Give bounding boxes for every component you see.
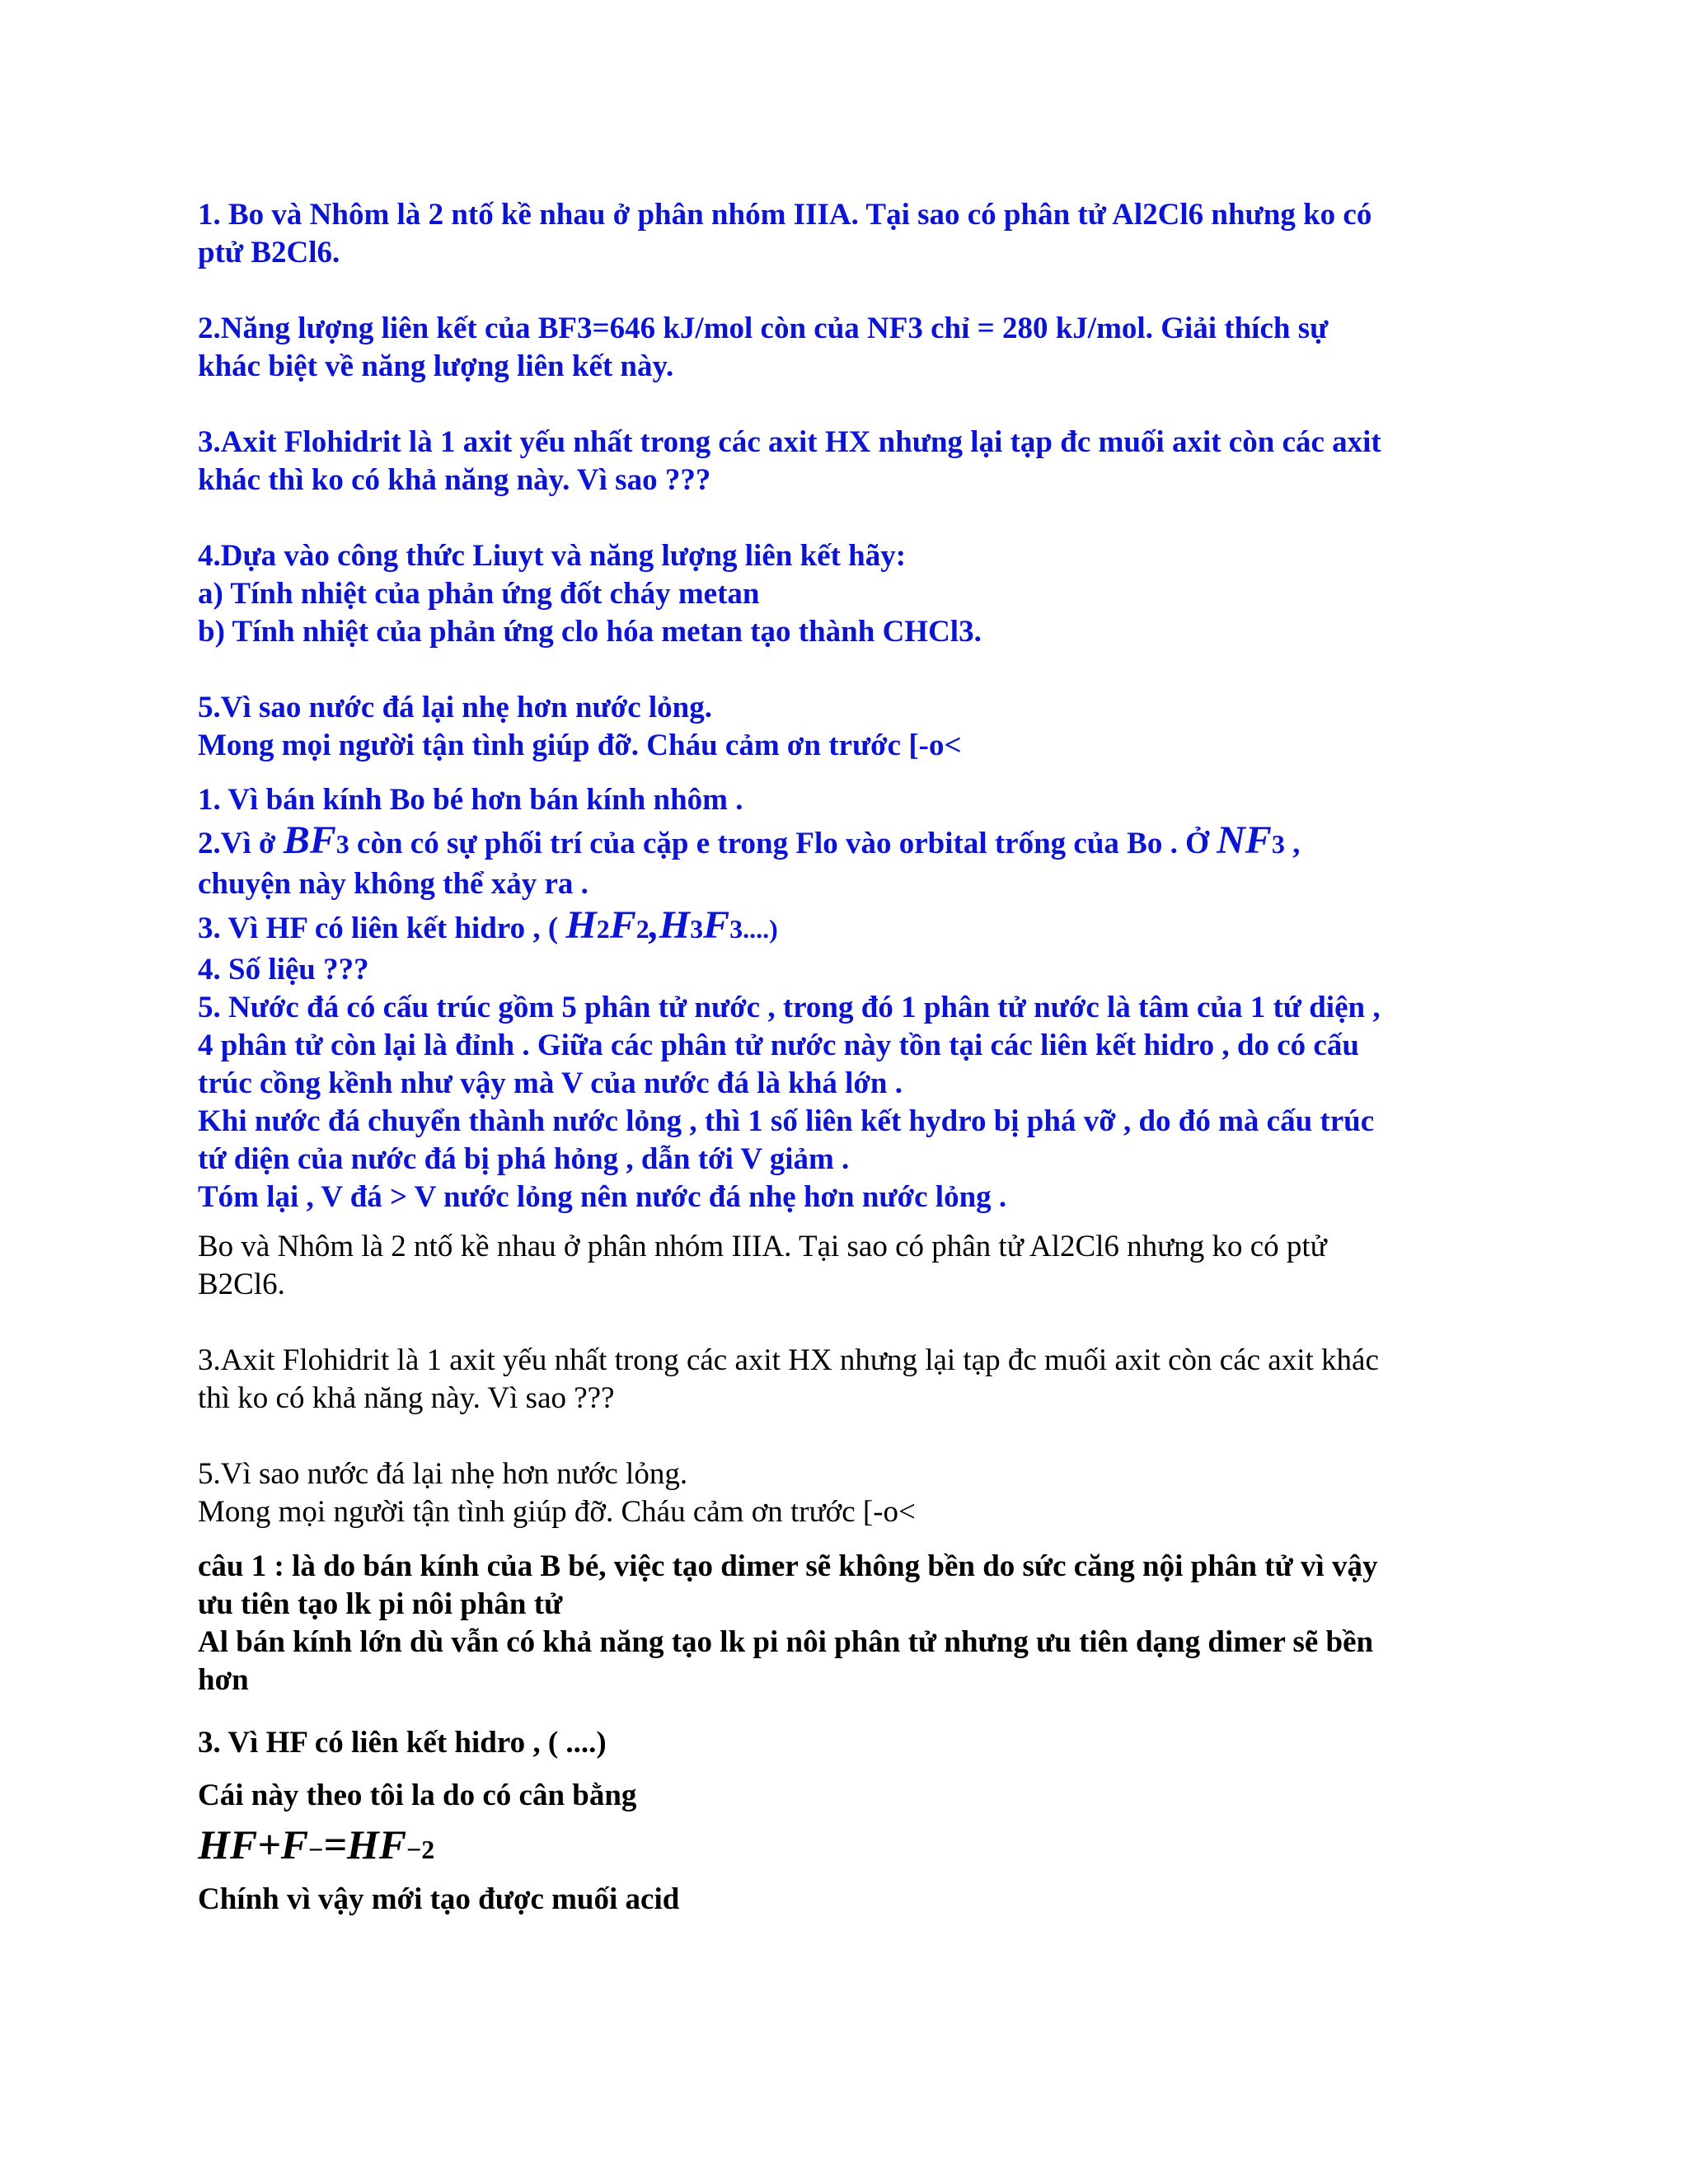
quote-3-line-1: 3.Axit Flohidrit là 1 axit yếu nhất trong các axit HX nhưng lại tạp đc muối axit còn các axit khác [198,1343,1379,1377]
question-4-line-3: b) Tính nhiệt của phản ứng clo hóa metan tạo thành CHCl3. [198,615,982,649]
answer-5-line-4: Khi nước đá chuyển thành nước lỏng , thì 1 số liên kết hydro bị phá vỡ , do đó mà cấu trúc [198,1104,1375,1138]
answer-3-h2: H [659,903,691,947]
question-4-line-2: a) Tính nhiệt của phản ứng đốt cháy metan [198,577,760,611]
answer-3-prefix: 3. Vì HF có liên kết hidro , ( [198,912,566,945]
reply-cau-1-line-4: hơn [198,1663,249,1697]
question-1-line-1: 1. Bo và Nhôm là 2 ntố kề nhau ở phân nhóm IIIA. Tại sao có phân tử Al2Cl6 nhưng ko có [198,198,1372,232]
reply-cau-1-line-1: câu 1 : là do bán kính của B bé, việc tạo dimer sẽ không bền do sức căng nội phân tử vì vậy [198,1549,1378,1583]
reply-cau-1-line-3: Al bán kính lớn dù vẫn có khả năng tạo lk pi nôi phân tử nhưng ưu tiên dạng dimer sẽ bền [198,1625,1374,1659]
answer-2-mid: còn có sự phối trí của cặp e trong Flo vào orbital trống của Bo . Ở [349,827,1217,860]
question-2 [198,310,1517,386]
question-3-line-1: 3.Axit Flohidrit là 1 axit yếu nhất trong các axit HX nhưng lại tạp đc muối axit còn các axit [198,425,1381,459]
quote-1 [198,1228,1517,1304]
answer-2-bf-formula: BF [283,818,336,862]
answer-3-h2-subscript: 3 [690,914,704,944]
question-2-line-1: 2.Năng lượng liên kết của BF3=646 kJ/mol còn của NF3 chỉ = 280 kJ/mol. Giải thích sự [198,312,1329,345]
quote-5 [198,1455,1517,1531]
answer-3 [198,903,1517,951]
answer-3-comma: , [649,903,659,947]
equation-left: HF+F [198,1821,309,1868]
quote-1-line-2: B2Cl6. [198,1268,285,1301]
answer-2-nf-subscript: 3 [1271,829,1285,859]
reply-conclusion: Chính vì vậy mới tạo được muối acid [198,1882,680,1916]
answer-3-f: F [609,903,636,947]
answer-1: 1. Vì bán kính Bo bé hơn bán kính nhôm . [198,783,743,817]
quote-3 [198,1342,1517,1418]
answer-3-h: H [565,903,597,947]
question-5 [198,689,1517,765]
question-4 [198,537,1517,651]
question-4-line-1: 4.Dựa vào công thức Liuyt và năng lượng liên kết hãy: [198,539,907,573]
reply-cau-3-comment: Cái này theo tôi la do có cân bằng [198,1779,637,1812]
equation-right: =HF [323,1821,407,1868]
answer-2-line-2: chuyện này không thể xảy ra . [198,867,588,901]
answer-4: 4. Số liệu ??? [198,953,369,987]
reply-cau-3: 3. Vì HF có liên kết hidro , ( ....) [198,1726,607,1760]
quote-5-line-2: Mong mọi người tận tình giúp đỡ. Cháu cảm ơn trước [-o< [198,1495,916,1529]
answer-5-line-3: trúc cồng kềnh như vậy mà V của nước đá là khá lớn . [198,1066,903,1100]
answer-5-line-2: 4 phân tử còn lại là đỉnh . Giữa các phân tử nước này tồn tại các liên kết hidro , do có cấu [198,1029,1359,1062]
answer-3-f2-subscript: 3....) [729,914,778,944]
question-5-line-2: Mong mọi người tận tình giúp đỡ. Cháu cảm ơn trước [-o< [198,729,962,762]
equation-right-subscript: 2 [421,1835,435,1864]
answers-block [198,781,1517,1216]
answer-3-h-subscript: 2 [596,914,610,944]
answer-2-prefix: 2.Vì ở [198,827,284,860]
equation-left-superscript: − [308,1835,324,1864]
question-3 [198,424,1517,499]
answer-2-line-1 [198,819,1517,865]
equilibrium-equation [198,1818,1517,1876]
reply-cau-1 [198,1548,1517,1699]
answer-2-nf-formula: NF [1217,818,1272,862]
quote-5-line-1: 5.Vì sao nước đá lại nhẹ hơn nước lỏng. [198,1457,688,1491]
question-1-line-2: ptử B2Cl6. [198,236,340,269]
question-5-line-1: 5.Vì sao nước đá lại nhẹ hơn nước lỏng. [198,691,712,724]
answer-5-line-6: Tóm lại , V đá > V nước lỏng nên nước đá nhẹ hơn nước lỏng . [198,1180,1007,1214]
reply-cau-1-line-2: ưu tiên tạo lk pi nôi phân tử [198,1587,563,1621]
quote-3-line-2: thì ko có khả năng này. Vì sao ??? [198,1381,615,1415]
question-2-line-2: khác biệt về năng lượng liên kết này. [198,349,674,383]
answer-3-f2: F [703,903,730,947]
question-3-line-2: khác thì ko có khả năng này. Vì sao ??? [198,463,711,497]
equation-right-superscript: − [406,1835,422,1864]
answer-3-f-subscript: 2 [635,914,649,944]
answer-2-end: , [1284,827,1301,860]
answer-5-line-5: tứ diện của nước đá bị phá hỏng , dẫn tới V giảm . [198,1142,850,1176]
question-1 [198,196,1517,272]
document-page [198,196,1517,1919]
answer-2-bf-subscript: 3 [335,829,349,859]
answer-5-line-1: 5. Nước đá có cấu trúc gồm 5 phân tử nước , trong đó 1 phân tử nước là tâm của 1 tứ diện , [198,991,1381,1024]
quote-1-line-1: Bo và Nhôm là 2 ntố kề nhau ở phân nhóm IIIA. Tại sao có phân tử Al2Cl6 nhưng ko có ptử [198,1230,1327,1263]
